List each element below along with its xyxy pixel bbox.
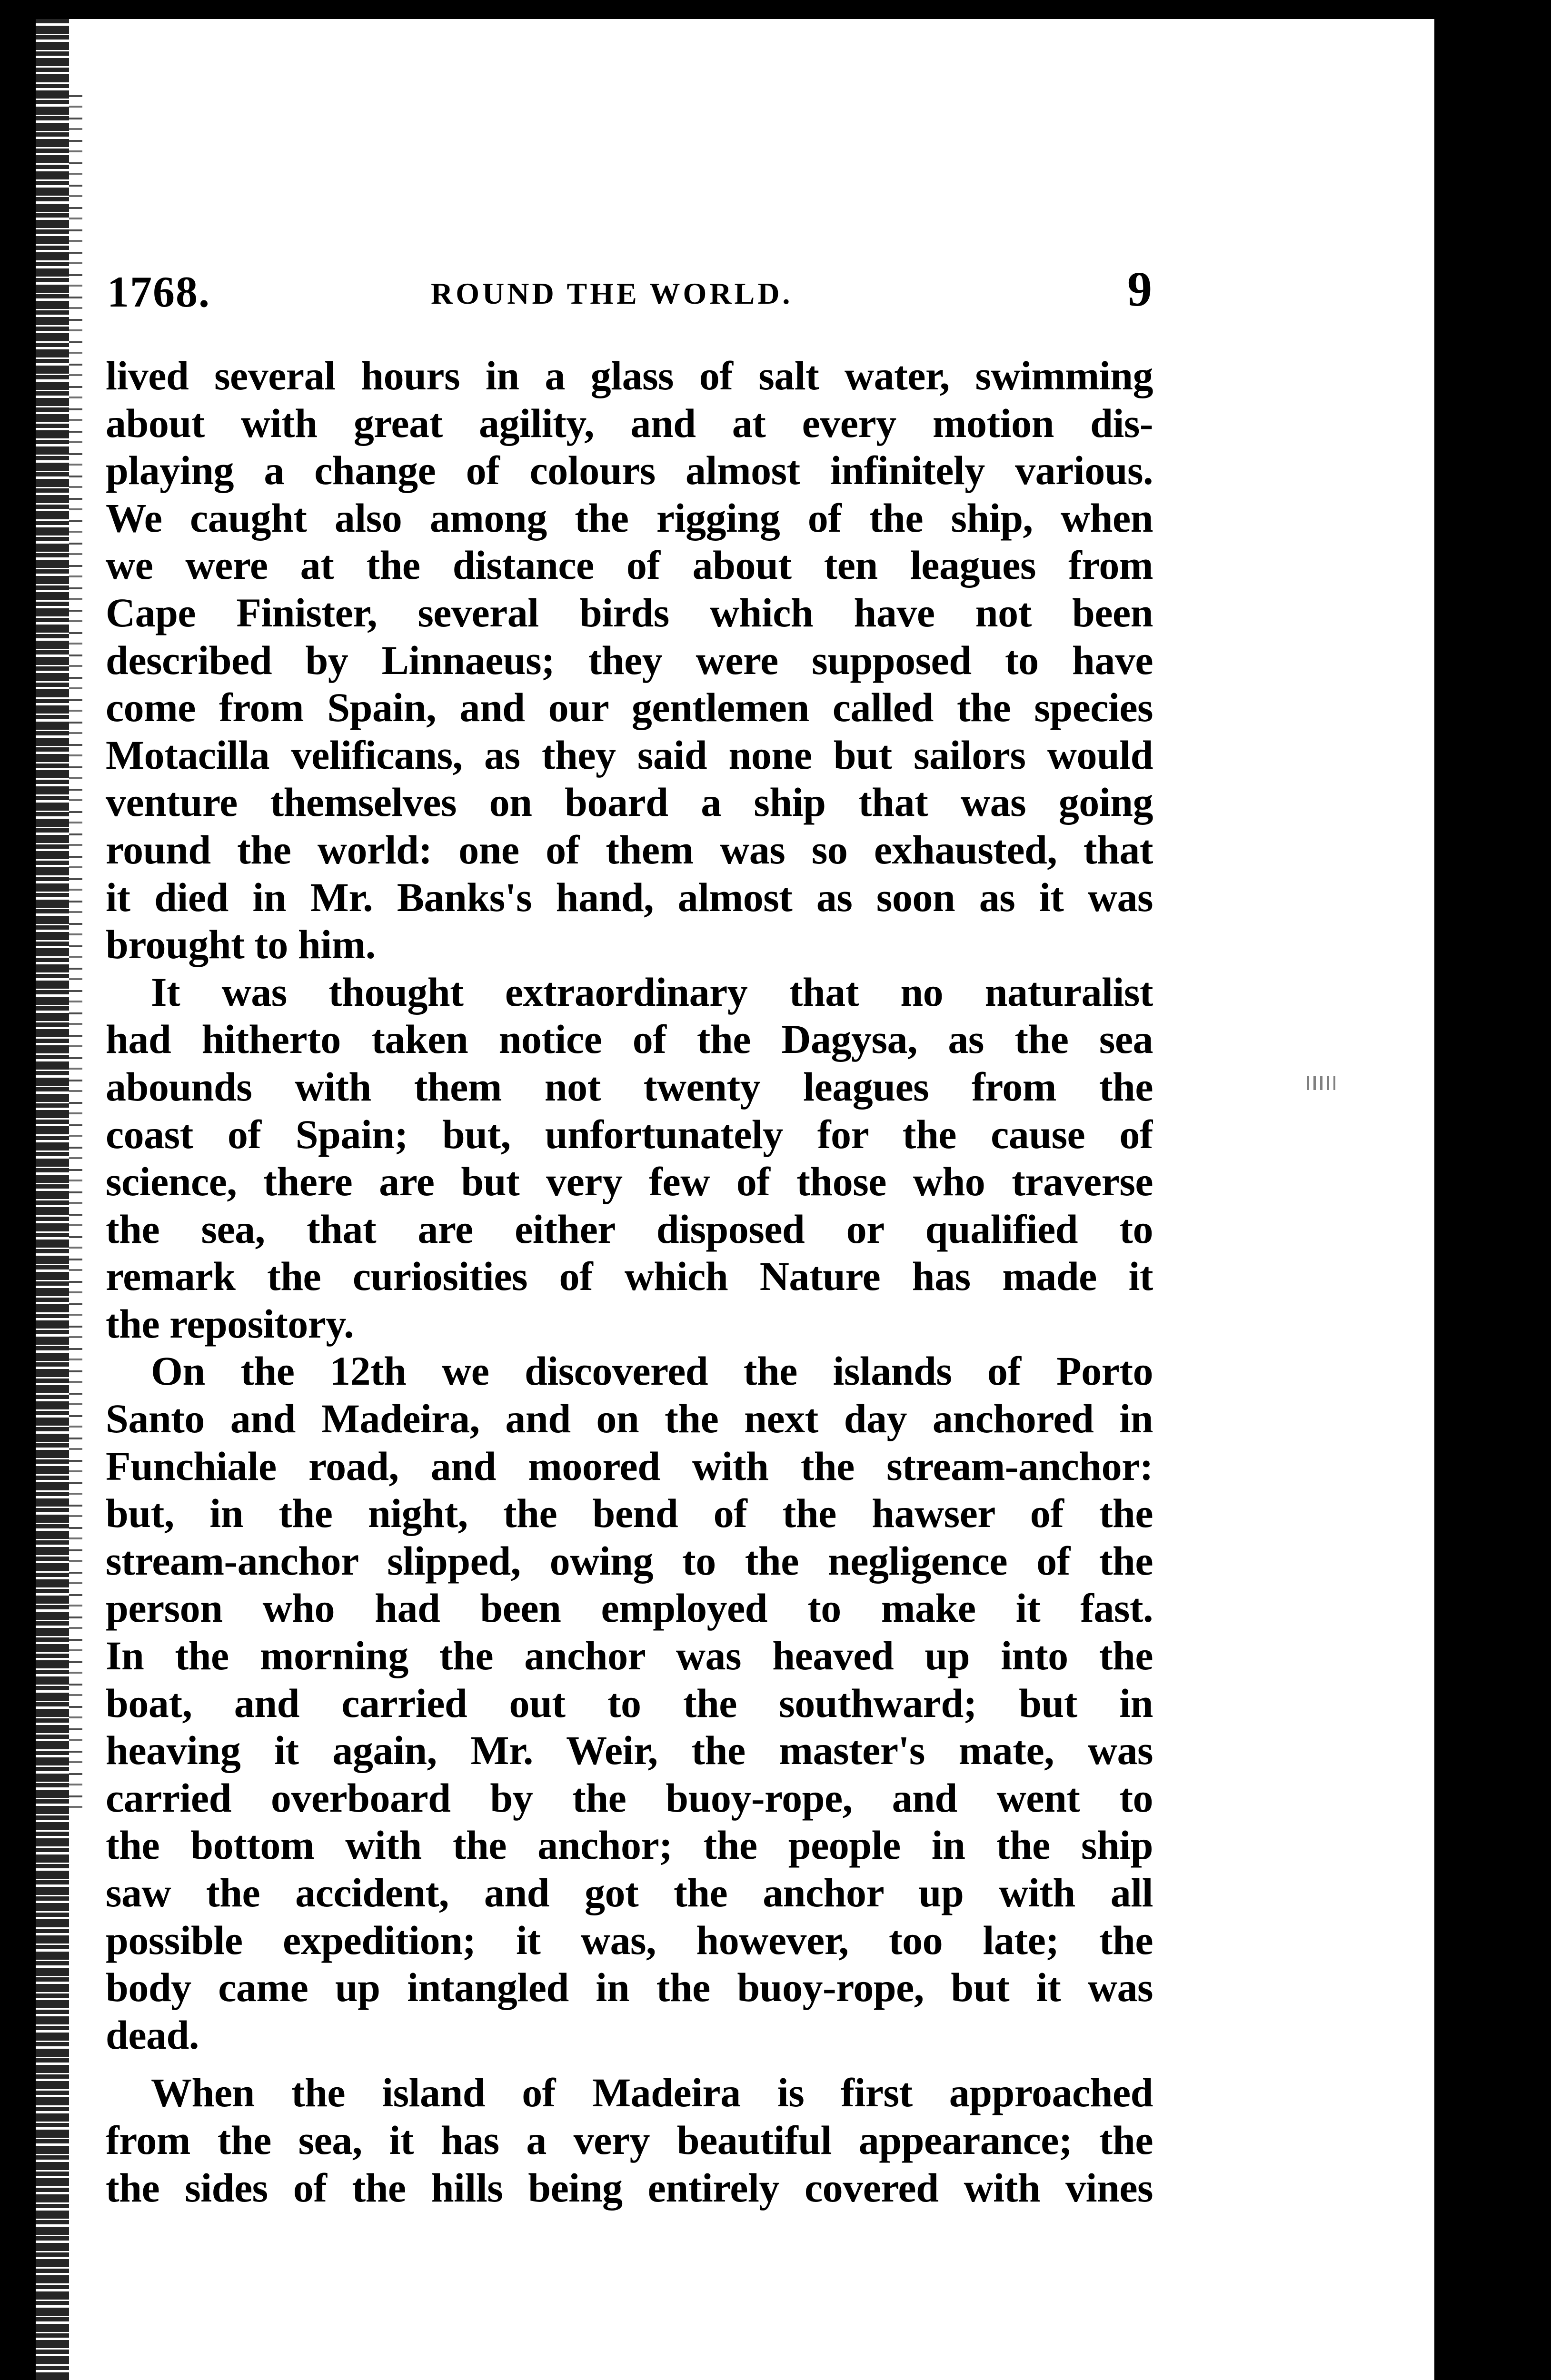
text-line: carried overboard by the buoy-rope, and went to (106, 1775, 1153, 1821)
text-line: the sea, that are either disposed or qualified to (106, 1206, 1153, 1252)
text-line: We caught also among the rigging of the ship, when (106, 495, 1153, 541)
text-line: but, in the night, the bend of the hawser of the (106, 1490, 1153, 1537)
binding-edge (36, 19, 69, 2380)
text-line: we were at the distance of about ten leagues from (106, 542, 1153, 588)
text-line: Cape Finister, several birds which have not been (106, 589, 1153, 635)
text-line: stream-anchor slipped, owing to the negligence of the (106, 1537, 1153, 1584)
text-line: body came up intangled in the buoy-rope, but it was (106, 1964, 1153, 2011)
running-head (107, 257, 1152, 317)
paragraph-start: It was thought extraordinary that no naturalist (151, 969, 1153, 1015)
text-line: playing a change of colours almost infinitely various. (106, 447, 1153, 494)
text-line: the repository. (106, 1300, 354, 1347)
body-text (106, 352, 1153, 2211)
text-line: venture themselves on board a ship that was going (106, 779, 1153, 825)
text-line: round the world: one of them was so exhausted, that (106, 826, 1153, 873)
text-line: remark the curiosities of which Nature has made it (106, 1253, 1153, 1299)
scan-speck (1307, 1076, 1335, 1090)
paragraph-start: On the 12th we discovered the islands of Porto (151, 1348, 1153, 1394)
text-line: brought to him. (106, 922, 376, 968)
page-number: 9 (1127, 262, 1152, 317)
text-line: science, there are but very few of those who traverse (106, 1159, 1153, 1205)
text-line: lived several hours in a glass of salt water, swimming (106, 353, 1153, 398)
text-line: Santo and Madeira, and on the next day anchored in (106, 1396, 1153, 1442)
text-line: saw the accident, and got the anchor up with all (106, 1870, 1153, 1915)
text-line: coast of Spain; but, unfortunately for the cause of (106, 1111, 1153, 1157)
text-line: the sides of the hills being entirely covered with vines (106, 2164, 1153, 2211)
text-line: dead. (106, 2012, 199, 2058)
text-line: had hitherto taken notice of the Dagysa, as the sea (106, 1016, 1153, 1062)
text-line: boat, and carried out to the southward; but in (106, 1680, 1153, 1726)
text-line: abounds with them not twenty leagues from the (106, 1063, 1153, 1110)
text-line: possible expedition; it was, however, too late; the (106, 1917, 1153, 1963)
text-line: In the morning the anchor was heaved up into the (106, 1633, 1153, 1679)
text-line: heaving it again, Mr. Weir, the master's mate, was (106, 1727, 1153, 1774)
text-line: Motacilla velificans, as they said none but sailors would (106, 732, 1153, 778)
text-line: come from Spain, and our gentlemen called the species (106, 684, 1153, 731)
text-line: person who had been employed to make it fast. (106, 1585, 1153, 1631)
text-line: it died in Mr. Banks's hand, almost as soon as it was (106, 874, 1153, 920)
text-line: from the sea, it has a very beautiful appearance; the (106, 2117, 1153, 2163)
text-line: Funchiale road, and moored with the stream-anchor: (106, 1443, 1153, 1489)
paragraph-start: When the island of Madeira is first approached (151, 2070, 1153, 2116)
text-line: described by Linnaeus; they were supposed to have (106, 637, 1153, 683)
running-head-title: ROUND THE WORLD. (431, 277, 793, 310)
binding-shadow (69, 95, 82, 1809)
running-head-year: 1768. (107, 268, 210, 316)
text-line: about with great agility, and at every motion dis- (106, 400, 1153, 446)
text-line: the bottom with the anchor; the people in the ship (106, 1822, 1153, 1868)
